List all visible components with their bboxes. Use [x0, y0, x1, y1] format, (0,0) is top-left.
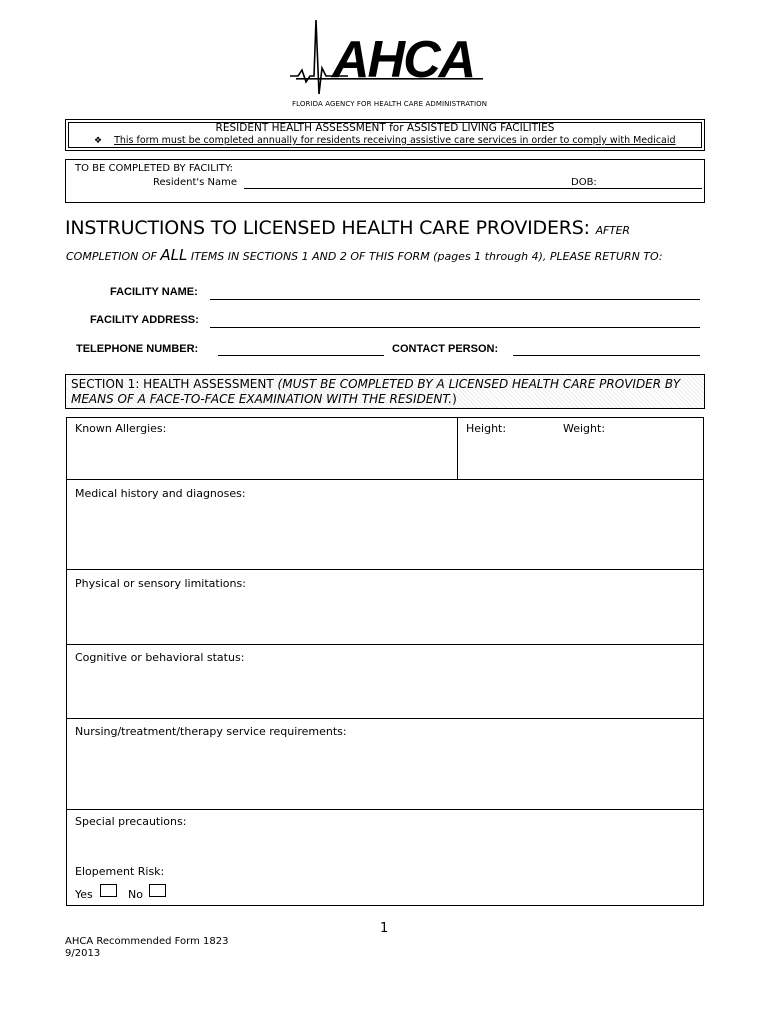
known-allergies-field[interactable]: [67, 418, 457, 479]
dob-label: DOB:: [571, 177, 597, 188]
special-precautions-label: Special precautions:: [75, 815, 187, 828]
contact-person-field[interactable]: [513, 342, 700, 356]
form-note-text: This form must be completed annually for residents receiving assistive care services in order to comply with Medicaid: [114, 135, 676, 146]
logo-subtitle: FLORIDA AGENCY FOR HEALTH CARE ADMINISTRATION: [292, 100, 488, 108]
physical-limitations-label: Physical or sensory limitations:: [75, 577, 246, 590]
height-label: Height:: [466, 422, 507, 435]
cognitive-status-label: Cognitive or behavioral status:: [75, 651, 245, 664]
form-note: [94, 135, 676, 146]
diamond-bullet-icon: ❖: [94, 136, 103, 146]
cognitive-status-field[interactable]: [67, 645, 703, 718]
no-label: No: [128, 888, 143, 901]
assessment-table: [66, 417, 704, 906]
elopement-risk-label: Elopement Risk:: [75, 865, 165, 878]
medical-history-label: Medical history and diagnoses:: [75, 487, 246, 500]
dob-field[interactable]: [612, 176, 702, 189]
facility-name-label: FACILITY NAME:: [110, 286, 198, 298]
facility-heading: TO BE COMPLETED BY FACILITY:: [75, 163, 234, 174]
physical-limitations-field[interactable]: [67, 570, 703, 644]
medical-history-field[interactable]: [67, 480, 703, 569]
facility-box: [65, 159, 705, 203]
instructions-line2: COMPLETION OF ALL ITEMS IN SECTIONS 1 AND 2 OF THIS FORM (pages 1 through 4), PLEASE RETURN TO:: [66, 246, 663, 264]
section1-header: SECTION 1: HEALTH ASSESSMENT (MUST BE COMPLETED BY A LICENSED HEALTH CARE PROVIDER BY MEANS OF A FACE-TO-FACE EXAMINATION WITH THE RESIDENT.): [65, 374, 705, 409]
yes-checkbox[interactable]: [100, 884, 117, 897]
nursing-requirements-label: Nursing/treatment/therapy service requirements:: [75, 725, 347, 738]
facility-name-field[interactable]: [210, 286, 700, 300]
form-name: AHCA Recommended Form 1823: [65, 936, 229, 947]
contact-person-label: CONTACT PERSON:: [392, 343, 499, 355]
svg-text:AHCA: AHCA: [332, 31, 475, 89]
telephone-number-label: TELEPHONE NUMBER:: [76, 343, 199, 355]
nursing-requirements-field[interactable]: [67, 719, 703, 809]
facility-address-field[interactable]: [210, 314, 700, 328]
telephone-number-field[interactable]: [218, 342, 384, 356]
section1-title: SECTION 1: HEALTH ASSESSMENT: [71, 377, 274, 391]
facility-address-label: FACILITY ADDRESS:: [90, 314, 199, 326]
form-date: 9/2013: [65, 948, 101, 959]
known-allergies-label: Known Allergies:: [75, 422, 167, 435]
weight-label: Weight:: [563, 422, 606, 435]
form-title-box: [65, 119, 705, 151]
ecg-line-icon: [288, 18, 483, 100]
no-checkbox[interactable]: [149, 884, 166, 897]
resident-name-label: Resident's Name: [153, 177, 238, 188]
instructions-heading: INSTRUCTIONS TO LICENSED HEALTH CARE PROVIDERS: AFTER: [65, 217, 630, 239]
form-title: RESIDENT HEALTH ASSESSMENT for ASSISTED LIVING FACILITIES: [215, 122, 555, 134]
section1-note-line1: (MUST BE COMPLETED BY A LICENSED HEALTH CARE PROVIDER BY: [277, 377, 681, 391]
ahca-logo: [288, 18, 488, 110]
page-number: 1: [380, 921, 389, 936]
section1-note-line2: MEANS OF A FACE-TO-FACE EXAMINATION WITH THE RESIDENT.: [71, 392, 453, 406]
yes-label: Yes: [75, 888, 93, 901]
height-weight-field[interactable]: [458, 418, 703, 479]
